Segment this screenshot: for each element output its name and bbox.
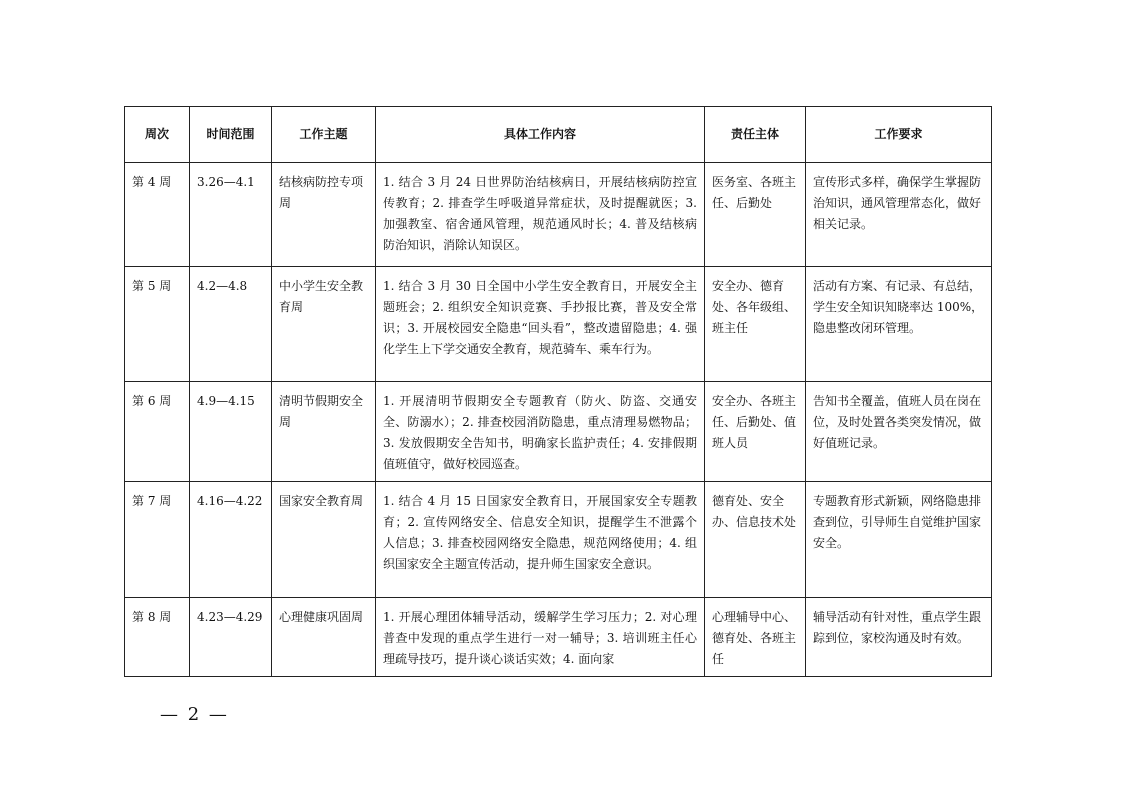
cell-theme: 结核病防控专项周: [272, 163, 376, 267]
cell-requirement: 辅导活动有针对性，重点学生跟踪到位，家校沟通及时有效。: [806, 598, 992, 677]
table-row: [125, 598, 992, 677]
cell-owner: 安全办、各班主任、后勤处、值班人员: [705, 382, 806, 482]
cell-week: 第 8 周: [125, 598, 190, 677]
cell-content: 1. 结合 3 月 24 日世界防治结核病日，开展结核病防控宣传教育；2. 排查学生呼吸道异常症状，及时提醒就医；3. 加强教室、宿舍通风管理，规范通风时长；4. 普及结核病防治知识，消除认知误区。: [376, 163, 705, 267]
cell-owner: 德育处、安全办、信息技术处: [705, 482, 806, 598]
header-owner: 责任主体: [705, 107, 806, 163]
cell-owner: 医务室、各班主任、后勤处: [705, 163, 806, 267]
cell-theme: 国家安全教育周: [272, 482, 376, 598]
cell-requirement: 宣传形式多样，确保学生掌握防治知识，通风管理常态化，做好相关记录。: [806, 163, 992, 267]
cell-requirement: 告知书全覆盖，值班人员在岗在位，及时处置各类突发情况，做好值班记录。: [806, 382, 992, 482]
cell-time-range: 4.2—4.8: [190, 267, 272, 382]
cell-week: 第 7 周: [125, 482, 190, 598]
cell-content: 1. 结合 4 月 15 日国家安全教育日，开展国家安全专题教育；2. 宣传网络安全、信息安全知识，提醒学生不泄露个人信息；3. 排查校园网络安全隐患，规范网络使用；4. 组织国家安全主题宣传活动，提升师生国家安全意识。: [376, 482, 705, 598]
cell-time-range: 4.9—4.15: [190, 382, 272, 482]
table-row: [125, 482, 992, 598]
cell-theme: 清明节假期安全周: [272, 382, 376, 482]
table-row: [125, 267, 992, 382]
cell-requirement: 活动有方案、有记录、有总结，学生安全知识知晓率达 100%，隐患整改闭环管理。: [806, 267, 992, 382]
cell-owner: 安全办、德育处、各年级组、班主任: [705, 267, 806, 382]
cell-theme: 中小学生安全教育周: [272, 267, 376, 382]
header-theme: 工作主题: [272, 107, 376, 163]
cell-week: 第 6 周: [125, 382, 190, 482]
header-time-range: 时间范围: [190, 107, 272, 163]
table-row: [125, 382, 992, 482]
header-week: 周次: [125, 107, 190, 163]
cell-time-range: 3.26—4.1: [190, 163, 272, 267]
header-requirement: 工作要求: [806, 107, 992, 163]
cell-time-range: 4.16—4.22: [190, 482, 272, 598]
cell-content: 1. 开展心理团体辅导活动，缓解学生学习压力；2. 对心理普查中发现的重点学生进行一对一辅导；3. 培训班主任心理疏导技巧，提升谈心谈话实效；4. 面向家: [376, 598, 705, 677]
safety-schedule-table: [124, 106, 992, 677]
cell-week: 第 5 周: [125, 267, 190, 382]
cell-content: 1. 结合 3 月 30 日全国中小学生安全教育日，开展安全主题班会；2. 组织安全知识竞赛、手抄报比赛，普及安全常识；3. 开展校园安全隐患“回头看”，整改遗留隐患；4. 强化学生上下学交通安全教育，规范骑车、乘车行为。: [376, 267, 705, 382]
cell-owner: 心理辅导中心、德育处、各班主任: [705, 598, 806, 677]
table-row: [125, 163, 992, 267]
cell-theme: 心理健康巩固周: [272, 598, 376, 677]
header-content: 具体工作内容: [376, 107, 705, 163]
page-number: — 2 —: [160, 704, 229, 725]
cell-week: 第 4 周: [125, 163, 190, 267]
cell-requirement: 专题教育形式新颖，网络隐患排查到位，引导师生自觉维护国家安全。: [806, 482, 992, 598]
cell-time-range: 4.23—4.29: [190, 598, 272, 677]
table-header-row: [125, 107, 992, 163]
cell-content: 1. 开展清明节假期安全专题教育（防火、防盗、交通安全、防溺水）；2. 排查校园消防隐患，重点清理易燃物品；3. 发放假期安全告知书，明确家长监护责任；4. 安排假期值班值守，做好校园巡查。: [376, 382, 705, 482]
